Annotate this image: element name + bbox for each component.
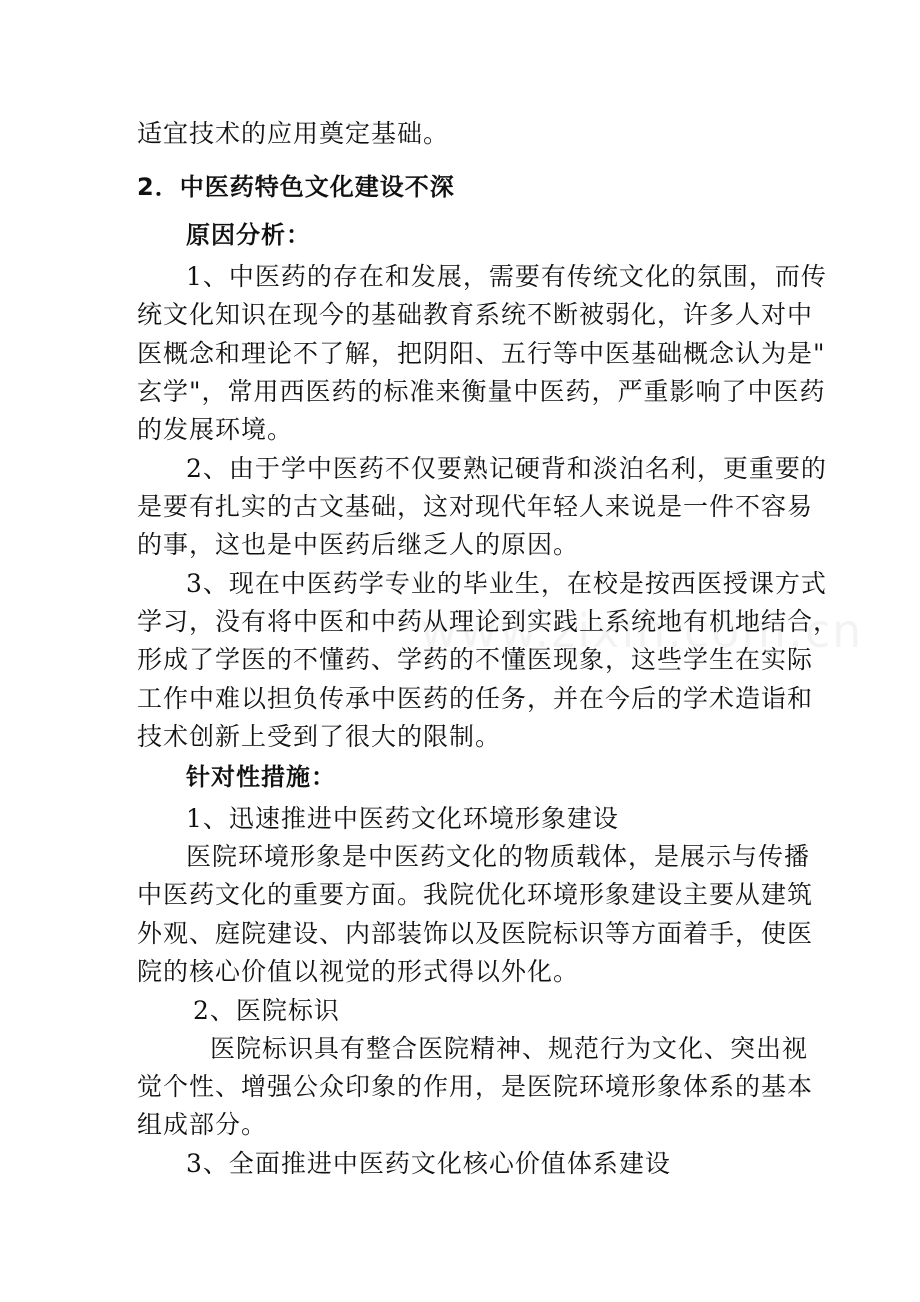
measure-1-line: 外观、庭院建设、内部装饰以及医院标识等方面着手，使医: [137, 919, 814, 948]
cause-2-line: 是要有扎实的古文基础，这对现代年轻人来说是一件不容易: [137, 492, 814, 521]
measure-2-line: 组成部分。: [137, 1110, 268, 1139]
cause-1-line: 医概念和理论不了解，把阴阳、五行等中医基础概念认为是": [137, 339, 826, 368]
measure-1-title: 1、迅速推进中医药文化环境形象建设: [186, 804, 619, 833]
cause-3-line: 3、现在中医药学专业的毕业生，在校是按西医授课方式: [186, 569, 827, 598]
paragraph-continuation: 适宜技术的应用奠定基础。: [137, 119, 450, 148]
cause-3-line: 技术创新上受到了很大的限制。: [137, 722, 502, 751]
measure-1-line: 院的核心价值以视觉的形式得以外化。: [137, 957, 580, 986]
measure-3-title: 3、全面推进中医药文化核心价值体系建设: [186, 1149, 671, 1178]
cause-1-line: 的发展环境。: [137, 415, 294, 444]
cause-3-line: 学习，没有将中医和中药从理论到实践上系统地有机地结合，: [137, 607, 840, 636]
cause-1-line: 1、中医药的存在和发展，需要有传统文化的氛围，而传: [186, 262, 827, 291]
cause-3-line: 形成了学医的不懂药、学药的不懂医现象，这些学生在实际: [137, 645, 814, 674]
measure-2-line: 医院标识具有整合医院精神、规范行为文化、突出视: [210, 1034, 809, 1063]
cause-2-line: 的事，这也是中医药后继乏人的原因。: [137, 530, 580, 559]
cause-1-line: 玄学"，常用西医药的标准来衡量中医药，严重影响了中医药: [137, 377, 826, 406]
measure-1-line: 中医药文化的重要方面。我院优化环境形象建设主要从建筑: [137, 880, 814, 909]
cause-2-line: 2、由于学中医药不仅要熟记硬背和淡泊名利，更重要的: [186, 454, 827, 483]
cause-3-line: 工作中难以担负传承中医药的任务，并在今后的学术造诣和: [137, 684, 814, 713]
measure-2-title: 2、医院标识: [193, 996, 340, 1025]
measure-2-line: 觉个性、增强公众印象的作用，是医院环境形象体系的基本: [137, 1072, 814, 1101]
subheading-cause-analysis: 原因分析：: [186, 221, 311, 249]
measure-1-line: 医院环境形象是中医药文化的物质载体，是展示与传播: [186, 842, 811, 871]
subheading-measures: 针对性措施：: [186, 763, 336, 791]
section-heading: 2．中医药特色文化建设不深: [137, 173, 455, 201]
cause-1-line: 统文化知识在现今的基础教育系统不断被弱化，许多人对中: [137, 300, 814, 329]
